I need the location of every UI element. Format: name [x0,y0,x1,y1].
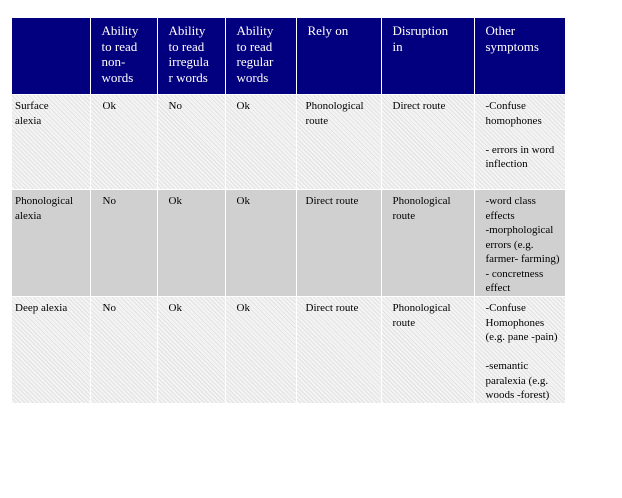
header-line: to read [101,38,138,54]
header-cell-disruption-in [381,18,474,95]
cell-line: Direct route [392,100,446,112]
header-line: in [392,38,403,54]
cell-line: route [305,114,329,127]
cell-disruption-in [381,190,474,297]
cell-line: Phonological [392,195,451,207]
cell-regular-words [225,297,296,403]
header-cell-irregular-words [157,18,225,95]
header-line: regular [236,54,274,69]
cell-line: effect [485,282,511,294]
cell-line: inflection [485,158,528,170]
cell-line: homophones [485,114,542,127]
cell-alexia-type [12,297,90,403]
cell-line: (e.g. pane -pain) [485,331,558,343]
header-line: Ability [101,23,139,38]
cell-blank-line [486,345,566,360]
table-row-surface-alexia [12,95,565,190]
cell-other-symptoms [474,297,565,403]
table-row-phonological-alexia [12,190,565,297]
cell-regular-words [225,95,296,190]
header-line: Rely on [307,23,349,38]
cell-line: alexia [15,114,42,127]
header-line: Other [485,23,516,38]
cell-line: paralexia (e.g. [485,374,549,387]
cell-line: Direct route [305,195,359,207]
alexia-comparison-table [12,18,565,403]
cell-line: Direct route [305,302,359,314]
cell-line: Phonological [392,302,451,314]
cell-disruption-in [381,95,474,190]
cell-line: errors (e.g. [485,238,534,251]
header-line: words [236,69,269,85]
cell-line: Phonological [15,195,74,207]
cell-line: No [102,302,116,314]
cell-nonwords [90,95,157,190]
cell-alexia-type [12,190,90,297]
cell-line: -semantic [485,360,529,372]
cell-line: -word class [485,195,536,207]
cell-other-symptoms [474,190,565,297]
header-line: words [101,69,134,85]
cell-line: -Confuse [485,302,526,314]
cell-line: alexia [15,209,42,222]
cell-line: Ok [168,302,182,314]
cell-line: Deep alexia [15,302,68,314]
table-row-deep-alexia [12,297,565,403]
header-line: to read [236,38,273,54]
cell-line: route [392,316,416,329]
cell-line: Ok [102,100,116,112]
cell-line: Ok [236,100,250,112]
header-line: symptoms [485,38,539,54]
header-line: Ability [168,23,206,38]
cell-other-symptoms [474,95,565,190]
cell-nonwords [90,190,157,297]
header-line: to read [168,38,205,54]
cell-line: -morphological [485,224,554,236]
cell-rely-on [296,297,381,403]
cell-line: woods -forest) [485,389,550,401]
cell-line: Phonological [305,100,364,112]
cell-line: - concretness [485,267,544,280]
cell-line: -Confuse [485,100,526,112]
header-line: Ability [236,23,274,38]
header-cell-regular-words [225,18,296,95]
cell-rely-on [296,190,381,297]
cell-regular-words [225,190,296,297]
header-line: non- [101,54,126,69]
cell-line: No [168,100,182,112]
alexia-comparison-table-container [12,18,565,403]
header-cell-blank [12,18,90,95]
cell-line: Ok [236,195,250,207]
cell-line: effects [485,209,515,222]
cell-line: Ok [168,195,182,207]
header-line: irregula [168,54,209,69]
header-cell-nonwords [90,18,157,95]
header-line: Disruption [392,23,449,38]
cell-irregular-words [157,95,225,190]
cell-line: - errors in word [485,143,555,156]
cell-line: No [102,195,116,207]
header-line: r words [168,69,208,85]
cell-line: Surface [15,100,49,112]
cell-irregular-words [157,190,225,297]
cell-line: Ok [236,302,250,314]
header-cell-other-symptoms [474,18,565,95]
header-cell-rely-on [296,18,381,95]
cell-line: Homophones [485,316,545,329]
cell-irregular-words [157,297,225,403]
cell-disruption-in [381,297,474,403]
cell-blank-line [486,128,566,143]
cell-alexia-type [12,95,90,190]
header-row [12,18,565,95]
cell-line: route [392,209,416,222]
cell-rely-on [296,95,381,190]
cell-line: farmer- farming) [485,253,560,265]
cell-nonwords [90,297,157,403]
